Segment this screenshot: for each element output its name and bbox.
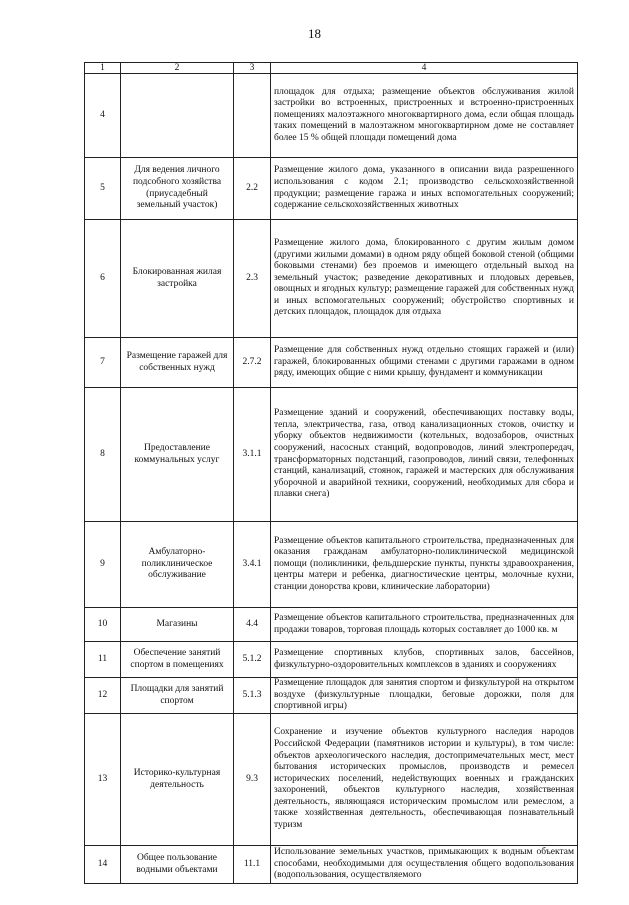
table-row	[85, 678, 578, 714]
row-use-name: Историко-культурная деятельность	[121, 714, 234, 846]
row-use-name	[121, 74, 234, 158]
table-row	[85, 846, 578, 884]
table-row	[85, 714, 578, 846]
table-row	[85, 158, 578, 220]
row-description: Размещение зданий и сооружений, обеспечивающих поставку воды, тепла, электричества, газа, отвод канализационных стоков, очистку и уборку объектов недвижимости (котельных, водозаборов, очистных сооружений, насосных станций, водопроводов, линий электропередач, трансформаторных подстанций, газопроводов, линий связи, телефонных станций, канализаций, стоянок, гаражей и мастерских для обслуживания уборочной и аварийной техники, сооружений, необходимых для сбора и плавки снега)	[271, 388, 578, 522]
row-number: 4	[85, 74, 121, 158]
row-use-name: Амбулаторно-поликлиническое обслуживание	[121, 522, 234, 608]
row-description: Размещение объектов капитального строительства, предназначенных для оказания гражданам амбулаторно-поликлинической медицинской помощи (поликлиники, фельдшерские пункты, пункты здравоохранения, центры матери и ребенка, диагностические центры, молочные кухни, станции донорства крови, клинические лаборатории)	[271, 522, 578, 608]
row-use-code: 2.7.2	[234, 338, 271, 388]
row-number: 13	[85, 714, 121, 846]
row-use-name: Для ведения личного подсобного хозяйства (приусадебный земельный участок)	[121, 158, 234, 220]
row-number: 12	[85, 678, 121, 714]
land-use-table	[84, 62, 578, 884]
row-number: 7	[85, 338, 121, 388]
row-use-name: Площадки для занятий спортом	[121, 678, 234, 714]
table-row	[85, 642, 578, 678]
row-use-name: Предоставление коммунальных услуг	[121, 388, 234, 522]
row-number: 5	[85, 158, 121, 220]
header-cell-number: 1	[85, 63, 121, 74]
header-cell-description: 4	[271, 63, 578, 74]
row-use-code: 9.3	[234, 714, 271, 846]
row-use-code: 3.4.1	[234, 522, 271, 608]
row-use-name: Магазины	[121, 608, 234, 642]
row-number: 11	[85, 642, 121, 678]
table-row	[85, 608, 578, 642]
table-row	[85, 74, 578, 158]
header-cell-code: 3	[234, 63, 271, 74]
row-use-code	[234, 74, 271, 158]
row-use-name: Размещение гаражей для собственных нужд	[121, 338, 234, 388]
row-description: Размещение для собственных нужд отдельно стоящих гаражей и (или) гаражей, блокированных общими стенами с другими гаражами в одном ряду, имеющих общие с ними крышу, фундамент и коммуникации	[271, 338, 578, 388]
row-use-code: 3.1.1	[234, 388, 271, 522]
table-row	[85, 522, 578, 608]
header-cell-name: 2	[121, 63, 234, 74]
row-number: 9	[85, 522, 121, 608]
row-number: 14	[85, 846, 121, 884]
row-description: Использование земельных участков, примыкающих к водным объектам способами, необходимыми для осуществления общего водопользования (водопользования, осуществляемого	[271, 846, 578, 884]
row-description: площадок для отдыха; размещение объектов обслуживания жилой застройки во встроенных, пристроенных и встроенно-пристроенных помещениях малоэтажного многоквартирного дома, если общая площадь таких помещений в малоэтажном многоквартирном доме не составляет более 15 % общей площади помещений дома	[271, 74, 578, 158]
row-number: 10	[85, 608, 121, 642]
row-description: Размещение жилого дома, блокированного с другим жилым домом (другими жилыми домами) в одном ряду общей боковой стеной (общими боковыми стенами) без проемов и имеющего отдельный выход на земельный участок; разведение декоративных и плодовых деревьев, овощных и ягодных культур; размещение гаражей для собственных нужд и иных вспомогательных сооружений; обустройство спортивных и детских площадок, площадок для отдыха	[271, 220, 578, 338]
row-use-code: 2.3	[234, 220, 271, 338]
row-description: Размещение площадок для занятия спортом и физкультурой на открытом воздухе (физкультурные площадки, беговые дорожки, поля для спортивной игры)	[271, 678, 578, 714]
row-description: Размещение спортивных клубов, спортивных залов, бассейнов, физкультурно-оздоровительных комплексов в зданиях и сооружениях	[271, 642, 578, 678]
row-number: 8	[85, 388, 121, 522]
row-use-code: 5.1.3	[234, 678, 271, 714]
row-description: Размещение объектов капитального строительства, предназначенных для продажи товаров, торговая площадь которых составляет до 1000 кв. м	[271, 608, 578, 642]
row-number: 6	[85, 220, 121, 338]
row-use-name: Обеспечение занятий спортом в помещениях	[121, 642, 234, 678]
row-use-code: 11.1	[234, 846, 271, 884]
row-use-name: Общее пользование водными объектами	[121, 846, 234, 884]
row-use-code: 5.1.2	[234, 642, 271, 678]
table-row	[85, 338, 578, 388]
row-description: Размещение жилого дома, указанного в описании вида разрешенного использования с кодом 2.1; производство сельскохозяйственной продукции; размещение гаража и иных вспомогательных сооружений; содержание сельскохозяйственных животных	[271, 158, 578, 220]
table-row	[85, 220, 578, 338]
row-use-name: Блокированная жилая застройка	[121, 220, 234, 338]
page-number: 18	[308, 26, 321, 41]
row-description: Сохранение и изучение объектов культурного наследия народов Российской Федерации (памятников истории и культуры), в том числе: объектов археологического наследия, достопримечательных мест, мест бытования исторических промыслов, производств и ремесел исторических поселений, недействующих военных и гражданских захоронений, объектов культурного наследия, хозяйственная деятельность, являющаяся историческим промыслом или ремеслом, а также хозяйственная деятельность, обеспечивающая познавательный туризм	[271, 714, 578, 846]
row-use-code: 2.2	[234, 158, 271, 220]
row-use-code: 4.4	[234, 608, 271, 642]
table-row	[85, 388, 578, 522]
table-header-row	[85, 63, 578, 74]
